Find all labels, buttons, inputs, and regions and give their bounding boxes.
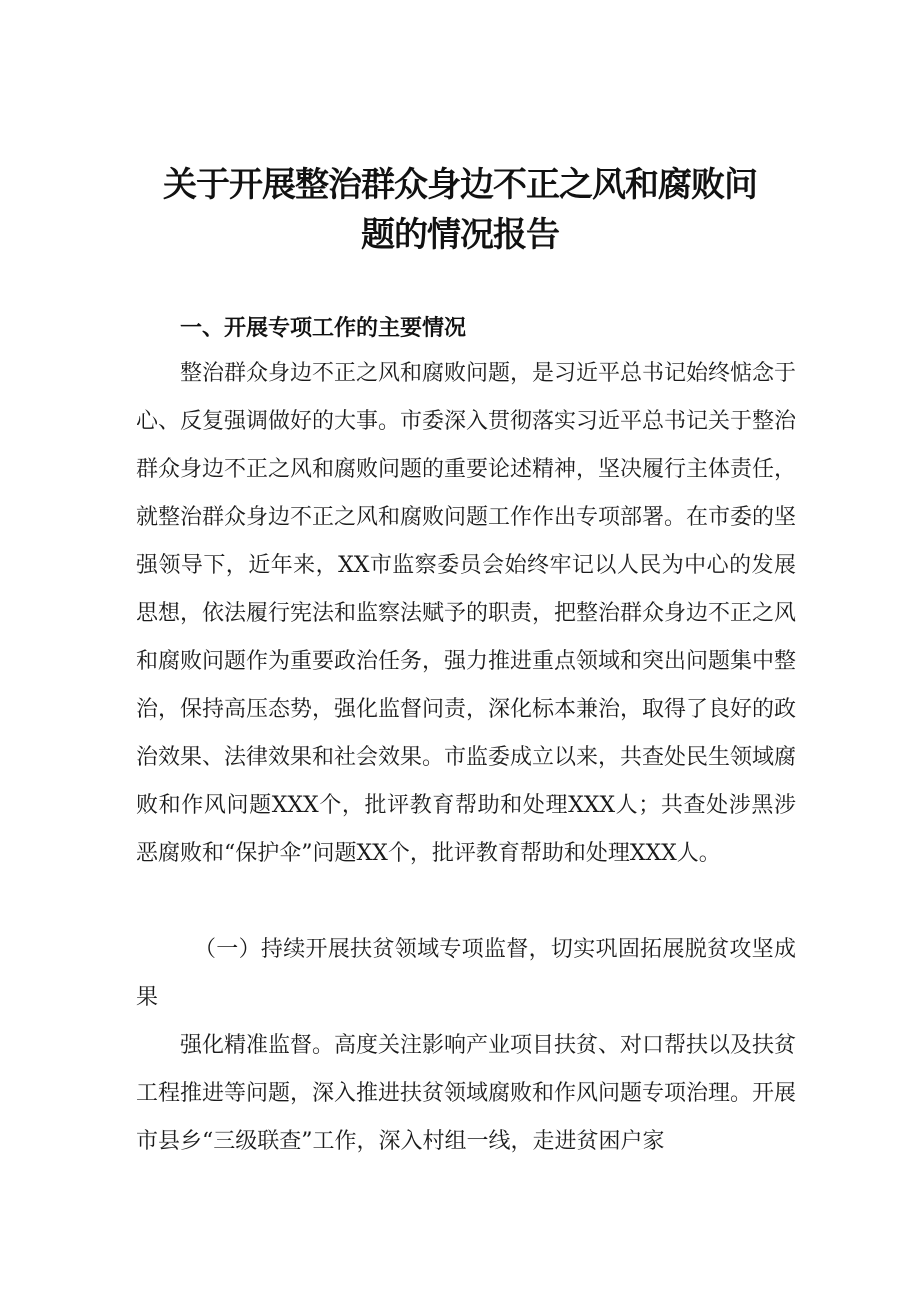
paragraph-2: 强化精准监督。高度关注影响产业项目扶贫、对口帮扶以及扶贫工程推进等问题，深入推进扶贫领域腐败和作风问题专项治理。开展市县乡“三级联查”工作，深入村组一线，走进贫困户家 — [136, 1033, 797, 1154]
subsection-1-heading: （一）持续开展扶贫领域专项监督，切实巩固拓展脱贫攻坚成果 — [136, 937, 796, 1010]
document-title-line-2: 题的情况报告 — [361, 215, 559, 255]
section-1-heading: 一、开展专项工作的主要情况 — [180, 316, 467, 341]
document-title-line-1: 关于开展整治群众身边不正之风和腐败问 — [163, 165, 757, 205]
paragraph-1: 整治群众身边不正之风和腐败问题，是习近平总书记始终惦念于心、反复强调做好的大事。市委深入贯彻落实习近平总书记关于整治群众身边不正之风和腐败问题的重要论述精神，坚决履行主体责任，就整治群众身边不正之风和腐败问题工作作出专项部署。在市委的坚强领导下，近年来，XX市监察委员会始终牢记以人民为中心的发展思想，依法履行宪法和监察法赋予的职责，把整治群众身边不正之风和腐败问题作为重要政治任务，强力推进重点领域和突出问题集中整治，保持高压态势，强化监督问责，深化标本兼治，取得了良好的政治效果、法律效果和社会效果。市监委成立以来，共查处民生领域腐败和作风问题XXX个，批评教育帮助和处理XXX人；共查处涉黑涉恶腐败和“保护伞”问题XX个，批评教育帮助和处理XXX人。 — [136, 361, 797, 866]
document-title — [120, 160, 800, 260]
